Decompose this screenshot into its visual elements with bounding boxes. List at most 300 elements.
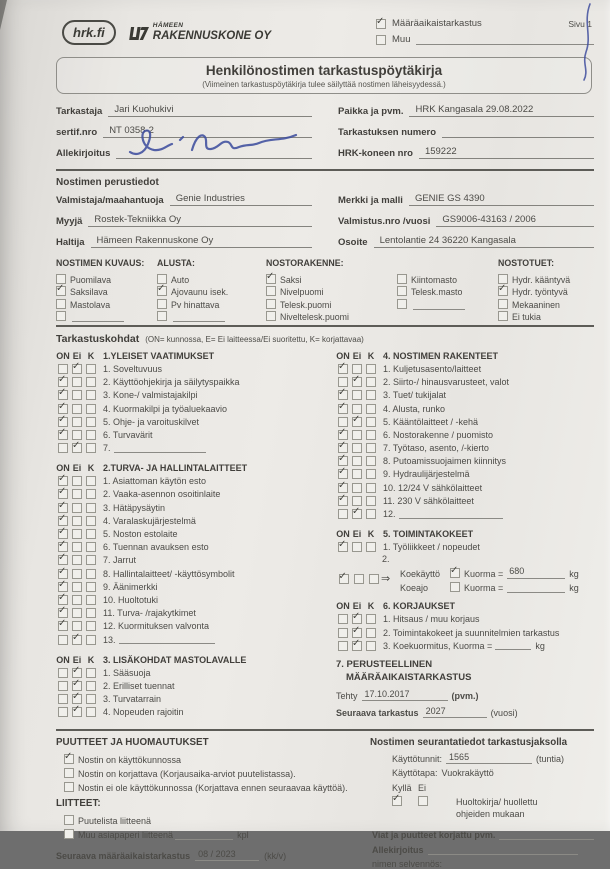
ei-checkbox[interactable] (352, 443, 362, 453)
on-checkbox[interactable] (338, 614, 348, 624)
ei-checkbox[interactable] (72, 516, 82, 526)
on-checkbox[interactable] (58, 608, 68, 618)
k-checkbox[interactable] (366, 364, 376, 374)
tarkastaja-value: Jari Kuohukivi (108, 104, 312, 117)
on-checkbox[interactable] (58, 681, 68, 691)
on-checkbox[interactable] (338, 469, 348, 479)
viat-korjattu-label: Viat ja puutteet korjattu pvm. (372, 830, 496, 841)
on-checkbox[interactable] (58, 694, 68, 704)
section-toimintakokeet: ON Ei K 5. TOIMINTAKOKEET ✓ 1. Työliikkeet / nopeudet 2. ✓ ⇒ Koekäyttö ✓ Kuorma = 680 kg Koeajo Kuorma = kg (336, 528, 594, 593)
ei-checkbox[interactable] (72, 681, 82, 691)
k-checkbox[interactable] (86, 582, 96, 592)
check-item-label: 2. Erilliset tuennat (103, 680, 175, 691)
k-checkbox[interactable] (366, 641, 376, 651)
check-row (56, 593, 324, 606)
vuosi-label: (vuosi) (490, 708, 518, 719)
koekaytto-checkbox[interactable] (450, 568, 460, 578)
option-checkbox[interactable] (64, 815, 74, 825)
ei-checkbox[interactable] (352, 628, 362, 638)
koeajo-checkbox[interactable] (450, 582, 460, 592)
check-row (336, 541, 594, 554)
check-item-label: 11. Turva- /rajakytkimet (103, 608, 196, 619)
on-checkbox[interactable] (338, 404, 348, 414)
option-checkbox[interactable] (157, 274, 167, 284)
ei-checkbox[interactable] (352, 430, 362, 440)
on-checkbox[interactable] (58, 390, 68, 400)
check-item-label: 2. Vaaka-asennon osoitinlaite (103, 489, 221, 500)
option-checkbox[interactable] (64, 829, 74, 839)
tarkastuksen-numero-label: Tarkastuksen numero (338, 127, 437, 138)
valmistusnro-label: Valmistus.nro /vuosi (338, 216, 431, 227)
option-label: Saksilava (70, 287, 108, 298)
on-checkbox[interactable] (58, 443, 68, 453)
option-checkbox[interactable] (56, 286, 66, 296)
k-checkbox[interactable] (366, 509, 376, 519)
bottom-block (56, 737, 594, 869)
on-checkbox[interactable] (338, 483, 348, 493)
k-checkbox[interactable] (366, 496, 376, 506)
ei-checkbox[interactable] (72, 608, 82, 618)
checklist-columns (56, 349, 594, 726)
option-label: Kiintomasto (411, 274, 457, 285)
ei-checkbox[interactable] (72, 694, 82, 704)
k-checkbox[interactable] (366, 430, 376, 440)
ei-checkbox[interactable] (352, 641, 362, 651)
k-checkbox[interactable] (366, 469, 376, 479)
puutteet-block (56, 737, 356, 869)
on-checkbox[interactable] (58, 595, 68, 605)
check-row (56, 567, 324, 580)
myyja-label: Myyjä (56, 216, 83, 227)
koeajo-row (400, 579, 594, 593)
kuvaus-group (397, 258, 489, 322)
k-checkbox[interactable] (86, 668, 96, 678)
option-checkbox[interactable] (64, 768, 74, 778)
option-checkbox[interactable] (397, 274, 407, 284)
on-checkbox[interactable] (58, 404, 68, 414)
option-checkbox[interactable] (266, 286, 276, 296)
on-checkbox[interactable] (58, 417, 68, 427)
ei-checkbox[interactable] (352, 456, 362, 466)
k-checkbox[interactable] (86, 377, 96, 387)
check-item-label: 1. Työliikkeet / nopeudet (383, 542, 480, 553)
section-turva-ja-hallintalaitteet: ON Ei K 2.TURVA- JA HALLINTALAITTEET ✓ 1. Asiattoman käytön esto ✓ 2. Vaaka-asennon osoitinlaite ✓ 3. Hätäpysäytin ✓ 4. Varalaskujärjestelmä ✓ 5. Noston estolaite ✓ 6. Tuennan avauksen esto ✓ 7. Jarrut ✓ 8. Hallintalaitteet/ -käyttösymbolit ✓ 9. Äänimerkki ✓ 10. Huoltotuki ✓ 11. Turva- /rajakytkimet ✓ 12. Kuormituksen valvonta ✓ 13. (56, 462, 324, 646)
check-item-label: 1. Kuljetusasento/laitteet (383, 363, 482, 374)
ei-checkbox[interactable] (352, 364, 362, 374)
option-row (56, 272, 148, 285)
check-row (56, 679, 324, 692)
check-row (56, 475, 324, 488)
option-checkbox[interactable] (397, 286, 407, 296)
k-checkbox[interactable] (366, 417, 376, 427)
ei-checkbox[interactable] (352, 377, 362, 387)
form-title-box (56, 57, 592, 94)
check-row (336, 362, 594, 375)
option-row (64, 751, 356, 765)
check-item-label: 9. Hydraulijärjestelmä (383, 469, 470, 480)
section-title: 3. LISÄKOHDAT MASTOLAVALLE (103, 654, 247, 665)
option-label: Nostin on korjattava (Korjausaika-arviot puutelistassa). (78, 768, 296, 779)
ei-checkbox[interactable] (352, 390, 362, 400)
k-checkbox[interactable] (86, 476, 96, 486)
section-korjaukset: ON Ei K 6. KORJAUKSET ✓ 1. Hitsaus / muu korjaus ✓ 2. Toimintakokeet ja suunnitelmien tarkastus ✓ 3. Koekuormitus, Kuorma = kg (336, 600, 594, 653)
option-checkbox[interactable] (397, 299, 407, 309)
ei-checkbox[interactable] (352, 469, 362, 479)
check-row (336, 442, 594, 455)
ei-checkbox[interactable] (72, 364, 82, 374)
tarkastuskohdat-title: Tarkastuskohdat (56, 333, 140, 346)
check-item-label: 12. Kuormituksen valvonta (103, 621, 210, 632)
check-row (56, 402, 324, 415)
option-checkbox[interactable] (498, 274, 508, 284)
k-checkbox[interactable] (86, 555, 96, 565)
check-rows (56, 475, 324, 646)
k-checkbox[interactable] (86, 694, 96, 704)
option-checkbox[interactable] (64, 754, 74, 764)
ei-checkbox[interactable] (352, 542, 362, 552)
inspector-block (56, 103, 594, 166)
check-row (336, 494, 594, 507)
seuraava-tarkastus-label: Seuraava tarkastus (336, 708, 419, 719)
fill-line (119, 634, 215, 644)
option-row (498, 310, 594, 323)
k-checkbox[interactable] (86, 404, 96, 414)
valmistaja-label: Valmistaja/maahantuoja (56, 195, 164, 206)
unit-label: kg (569, 568, 579, 579)
option-checkbox[interactable] (498, 286, 508, 296)
check-row (336, 402, 594, 415)
logo-area (62, 20, 271, 45)
check-item-label: 5. Kääntölaitteet / -kehä (383, 416, 479, 427)
ei-checkbox[interactable] (354, 574, 364, 584)
on-checkbox[interactable] (338, 430, 348, 440)
check-row (336, 481, 594, 494)
k-checkbox[interactable] (366, 404, 376, 414)
option-checkbox[interactable] (157, 299, 167, 309)
tarkastuskohdat-header (56, 333, 594, 345)
ei-checkbox[interactable] (72, 582, 82, 592)
section-title: 5. TOIMINTAKOKEET (383, 529, 474, 540)
k-checkbox[interactable] (86, 595, 96, 605)
k-checkbox[interactable] (86, 503, 96, 513)
check-rows (336, 613, 594, 653)
option-checkbox[interactable] (56, 311, 66, 321)
ei-checkbox[interactable] (72, 569, 82, 579)
kuvaus-group: NOSTORAKENNE: ✓ Saksi Nivelpuomi Telesk.puomi Niveltelesk.puomi (266, 258, 388, 322)
option-row (157, 310, 257, 323)
on-checkbox[interactable] (58, 707, 68, 717)
k-checkbox[interactable] (86, 417, 96, 427)
check-row (56, 527, 324, 540)
pvm-label: (pvm.) (451, 691, 479, 702)
check-row (56, 362, 324, 375)
on-checkbox[interactable] (338, 377, 348, 387)
ei-checkbox[interactable] (352, 614, 362, 624)
divider (56, 729, 594, 731)
row2-number: 2. (382, 553, 390, 564)
hrk-koneen-nro-label: HRK-koneen nro (338, 148, 413, 159)
k-checkbox[interactable] (366, 483, 376, 493)
check-item-label: 2. Siirto-/ hinausvarusteet, valot (383, 377, 510, 388)
on-checkbox[interactable] (58, 476, 68, 486)
check-row (56, 666, 324, 679)
check-rows (56, 362, 324, 454)
k-checkbox[interactable] (366, 390, 376, 400)
ei-checkbox[interactable] (72, 707, 82, 717)
k-checkbox[interactable] (86, 681, 96, 691)
k-checkbox[interactable] (86, 635, 96, 645)
on-checkbox[interactable] (58, 489, 68, 499)
ei-checkbox[interactable] (72, 377, 82, 387)
k-checkbox[interactable] (86, 608, 96, 618)
huoltokirja-kylla-checkbox[interactable] (392, 796, 402, 806)
on-checkbox[interactable] (58, 516, 68, 526)
option-label: Nostin on käyttökunnossa (78, 754, 182, 765)
option-checkbox[interactable] (266, 299, 276, 309)
on-checkbox[interactable] (338, 443, 348, 453)
ei-label: Ei (418, 782, 427, 793)
k-checkbox[interactable] (86, 430, 96, 440)
option-label: Telesk.masto (411, 287, 463, 298)
ei-checkbox[interactable] (352, 496, 362, 506)
tehty-label: Tehty (336, 691, 358, 702)
ei-checkbox[interactable] (72, 635, 82, 645)
myyja-value: Rostek-Tekniikka Oy (88, 214, 312, 227)
ei-checkbox[interactable] (72, 390, 82, 400)
check-row (56, 488, 324, 501)
option-row (157, 285, 257, 298)
check-row (56, 554, 324, 567)
huoltokirja-ei-checkbox[interactable] (418, 796, 428, 806)
check-row (56, 501, 324, 514)
k-checkbox[interactable] (86, 529, 96, 539)
on-checkbox[interactable] (58, 621, 68, 631)
option-row (64, 812, 356, 826)
check-row (336, 613, 594, 626)
option-row (157, 297, 257, 310)
koeajo-label: Koeajo (400, 582, 429, 593)
ei-checkbox[interactable] (72, 542, 82, 552)
on-checkbox[interactable] (338, 390, 348, 400)
company-name: HÄMEEN RAKENNUSKONE OY (152, 22, 272, 42)
fill-line (428, 844, 578, 855)
k-checkbox[interactable] (366, 443, 376, 453)
ei-checkbox[interactable] (72, 417, 82, 427)
on-checkbox[interactable] (338, 456, 348, 466)
k-checkbox[interactable] (86, 707, 96, 717)
option-label: Telesk.puomi (280, 299, 332, 310)
ei-checkbox[interactable] (72, 503, 82, 513)
option-checkbox[interactable] (56, 274, 66, 284)
liitteet-title: LIITTEET: (56, 797, 101, 809)
puutteet-title: PUUTTEET JA HUOMAUTUKSET (56, 736, 209, 748)
check-item-label: 10. Huoltotuki (103, 594, 159, 605)
on-checkbox[interactable] (339, 574, 349, 584)
kuvaus-group: NOSTOTUET: Hydr. kääntyvä ✓ Hydr. työntyvä Mekaaninen Ei tukia (498, 258, 594, 322)
k-checkbox[interactable] (86, 621, 96, 631)
muu-checkbox[interactable] (376, 35, 386, 45)
check-item-label: 3. Koekuormitus, Kuorma = (383, 640, 493, 651)
option-row (397, 285, 489, 298)
kayttotunnit-label: Käyttötunnit: (392, 753, 443, 764)
check-row (56, 706, 324, 719)
check-item-label: 5. Ohje- ja varoituskilvet (103, 416, 200, 427)
k-checkbox[interactable] (369, 574, 379, 584)
check-item-label: 6. Tuennan avauksen esto (103, 542, 209, 553)
ei-checkbox[interactable] (72, 555, 82, 565)
on-checkbox[interactable] (58, 635, 68, 645)
ei-checkbox[interactable] (352, 483, 362, 493)
option-label: Hydr. työntyvä (512, 287, 568, 298)
osoite-value: Lentolantie 24 36220 Kangasala (374, 235, 594, 248)
kayttotunnit-value: 1565 (446, 752, 532, 764)
company-logo (127, 23, 271, 42)
options-list (56, 272, 148, 322)
on-checkbox[interactable] (58, 377, 68, 387)
on-checkbox[interactable] (58, 503, 68, 513)
on-checkbox[interactable] (58, 569, 68, 579)
check-item-label: 4. Kuormakilpi ja työaluekaavio (103, 403, 228, 414)
check-item-label: 6. Nostorakenne / puomisto (383, 429, 494, 440)
check-item-label: 9. Äänimerkki (103, 581, 158, 592)
option-checkbox[interactable] (498, 311, 508, 321)
check-row (336, 389, 594, 402)
unit-label: kg (569, 582, 579, 593)
seuranta-block (370, 737, 594, 869)
k-checkbox[interactable] (86, 443, 96, 453)
on-checkbox[interactable] (338, 628, 348, 638)
option-label: Ei tukia (512, 312, 541, 323)
section-title: 1.YLEISET VAATIMUKSET (103, 350, 215, 361)
ei-checkbox[interactable] (72, 595, 82, 605)
option-label: Ajovaunu isek. (171, 287, 229, 298)
check-item-label: 8. Putoamissuojaimen kiinnitys (383, 456, 507, 467)
ei-checkbox[interactable] (352, 404, 362, 414)
check-item-label: 7. Jarrut (103, 555, 137, 566)
ei-checkbox[interactable] (72, 529, 82, 539)
ei-checkbox[interactable] (72, 430, 82, 440)
check-rows (56, 666, 324, 719)
option-checkbox[interactable] (157, 286, 167, 296)
on-checkbox[interactable] (58, 668, 68, 678)
option-checkbox[interactable] (56, 299, 66, 309)
k-checkbox[interactable] (366, 456, 376, 466)
check-item-label: 1. Soveltuvuus (103, 363, 163, 374)
k-checkbox[interactable] (366, 542, 376, 552)
on-checkbox[interactable] (338, 509, 348, 519)
check-item-label: 2. Toimintakokeet ja suunnitelmien tarkastus (383, 627, 560, 638)
fill-line (499, 829, 594, 840)
option-checkbox[interactable] (498, 299, 508, 309)
on-checkbox[interactable] (338, 417, 348, 427)
check-row (336, 415, 594, 428)
fill-line (495, 640, 531, 650)
options-list (266, 272, 388, 322)
check-row (336, 376, 594, 389)
fill-line (416, 35, 594, 45)
on-checkbox[interactable] (58, 430, 68, 440)
option-checkbox[interactable] (266, 274, 276, 284)
ei-checkbox[interactable] (352, 417, 362, 427)
check-item-label: 4. Varalaskujärjestelmä (103, 515, 196, 526)
sertif-value: NT 0358-2 (103, 125, 312, 138)
ei-checkbox[interactable] (352, 509, 362, 519)
paikka-value: HRK Kangasala 29.08.2022 (409, 104, 594, 117)
k-checkbox[interactable] (86, 364, 96, 374)
option-label: Pv hinattava (171, 299, 220, 310)
option-row (498, 272, 594, 285)
on-checkbox[interactable] (338, 364, 348, 374)
ei-checkbox[interactable] (72, 404, 82, 414)
ei-checkbox[interactable] (72, 621, 82, 631)
option-label: Auto (171, 274, 190, 285)
ei-checkbox[interactable] (72, 476, 82, 486)
check-item-label: 13. (103, 634, 116, 645)
tuntia-label: (tuntia) (536, 753, 565, 764)
on-checkbox[interactable] (58, 364, 68, 374)
kuorma-value: 680 (507, 566, 565, 579)
ei-checkbox[interactable] (72, 443, 82, 453)
hrk-koneen-nro-value: 159222 (419, 146, 594, 159)
on-checkbox[interactable] (58, 582, 68, 592)
option-checkbox[interactable] (64, 782, 74, 792)
check-item-label: 10. 12/24 V sähkölaitteet (383, 482, 483, 493)
k-checkbox[interactable] (86, 516, 96, 526)
on-checkbox[interactable] (338, 641, 348, 651)
check-item-label: 6. Turvavärit (103, 429, 153, 440)
on-checkbox[interactable] (58, 555, 68, 565)
check-item-label: 3. Hätäpysäytin (103, 502, 166, 513)
check-row (56, 607, 324, 620)
paikka-label: Paikka ja pvm. (338, 106, 404, 117)
option-label: Nivelpuomi (280, 287, 324, 298)
option-label: Mekaaninen (512, 299, 560, 310)
seuraava-maaraaikaistarkastus-label: Seuraava määräaikaistarkastus (56, 850, 191, 861)
k-checkbox[interactable] (366, 628, 376, 638)
check-item-label: 12. (383, 509, 396, 520)
seuraava-maaraaikaistarkastus-value: 08 / 2023 (195, 849, 259, 861)
k-checkbox[interactable] (86, 390, 96, 400)
option-row (397, 297, 489, 310)
k-checkbox[interactable] (86, 542, 96, 552)
option-row (397, 272, 489, 285)
option-label: Nostin ei ole käyttökunnossa (Korjattava ennen seuraavaa käyttöä). (78, 782, 348, 793)
check-row (56, 580, 324, 593)
option-row (56, 297, 148, 310)
osoite-label: Osoite (338, 237, 368, 248)
on-checkbox[interactable] (338, 496, 348, 506)
scan-corner-artifact (0, 0, 7, 30)
check-item-label: 1. Sääsuoja (103, 667, 151, 678)
k-checkbox[interactable] (366, 377, 376, 387)
section-nostimen-rakenteet: ON Ei K 4. NOSTIMEN RAKENTEET ✓ 1. Kuljetusasento/laitteet ✓ 2. Siirto-/ hinausvarusteet, valot ✓ 3. Tuet/ tukijalat ✓ 4. Alusta, runko ✓ 5. Kääntölaitteet / -kehä ✓ 6. Nostorakenne / puomisto ✓ 7. Työtaso, asento, /-kierto ✓ 8. Putoamissuojaimen kiinnitys ✓ 9. Hydraulijärjestelmä ✓ 10. 12/24 V sähkölaitteet ✓ 11. 230 V sähkölaitteet ✓ 12. (336, 349, 594, 520)
divider (56, 169, 594, 171)
on-checkbox[interactable] (58, 529, 68, 539)
option-checkbox[interactable] (266, 311, 276, 321)
on-checkbox[interactable] (338, 542, 348, 552)
k-checkbox[interactable] (86, 569, 96, 579)
k-checkbox[interactable] (86, 489, 96, 499)
merkki-value: GENIE GS 4390 (409, 193, 594, 206)
fill-line (173, 312, 225, 322)
ei-checkbox[interactable] (72, 489, 82, 499)
maaraaikaistarkastus-checkbox[interactable] (376, 19, 386, 29)
ei-checkbox[interactable] (72, 668, 82, 678)
check-row (56, 442, 324, 455)
on-checkbox[interactable] (58, 542, 68, 552)
option-checkbox[interactable] (157, 311, 167, 321)
k-checkbox[interactable] (366, 614, 376, 624)
